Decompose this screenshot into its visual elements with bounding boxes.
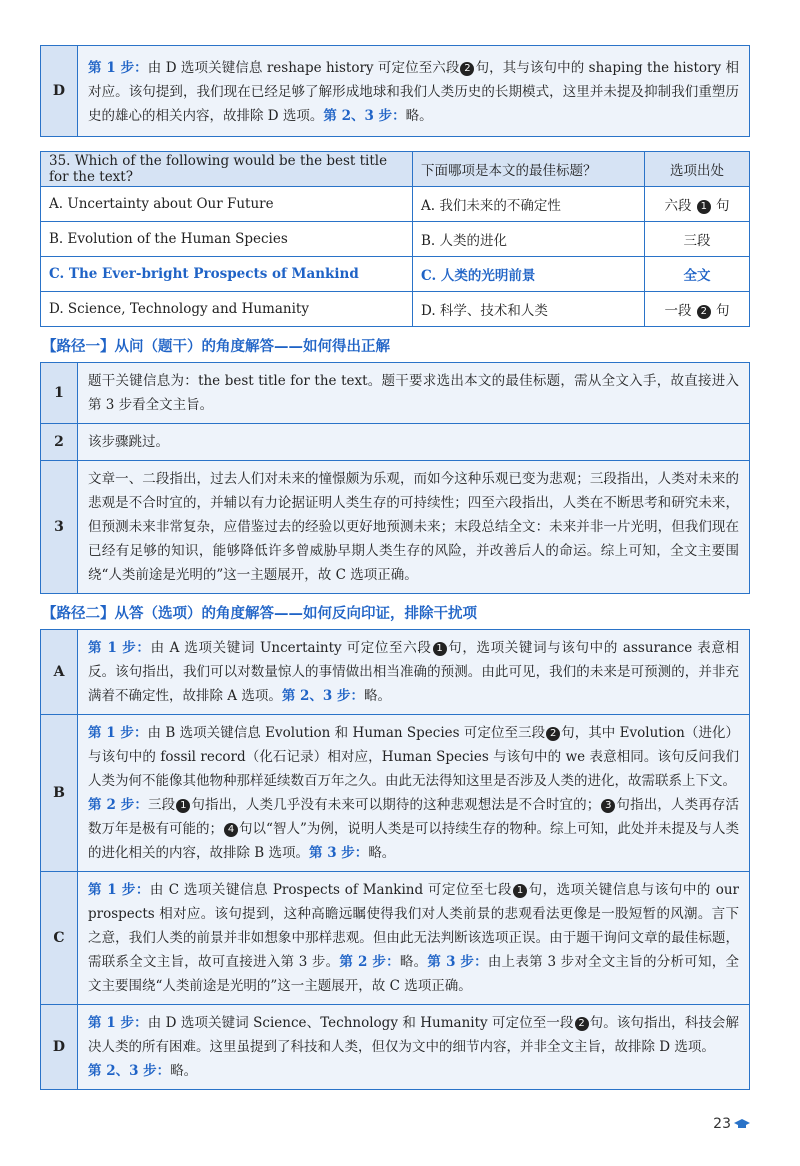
analysis-text: 第 1 步：由 C 选项关键信息 Prospects of Mankind 可定位至七段 1 句，选项关键信息与该句中的 our prospects 相对应。该句提到，这种高瞻远瞩使得我们对人类前景的悲观看法更像是一股短暂的风潮。言下之意，我们人类的前景并非如想象中那样悲观。但由此无法判断该选项正误。由于题干询问文章的最佳标题，需联系全文主旨，故可直接进入第 3 步。第 2 步：略。第 3 步：由上表第 3 步对全文主旨的分析可知，全文主要围绕“人类前途是光明的”这一主题展开，故 C 选项正确。: [78, 872, 750, 1005]
sentence-number: 2: [460, 62, 474, 76]
option-en: C. The Ever-bright Prospects of Mankind: [41, 257, 413, 292]
sentence-number: 2: [546, 727, 560, 741]
option-label: A: [41, 630, 78, 715]
step-text: 题干关键信息为：the best title for the text。题干要求选出本文的最佳标题，需从全文入手，故直接进入第 3 步看全文主旨。: [78, 363, 750, 424]
option-source: 全文: [645, 257, 750, 292]
option-en: D. Science, Technology and Humanity: [41, 292, 413, 327]
analysis-text: [78, 46, 750, 137]
graduation-cap-icon: [734, 1119, 750, 1129]
header-cell: 35. Which of the following would be the best title for the text?: [41, 152, 413, 187]
option-label: D: [41, 46, 78, 137]
header-cell: 选项出处: [645, 152, 750, 187]
sentence-number: 3: [601, 799, 615, 813]
step-text: 该步骤跳过。: [78, 424, 750, 461]
step-number: 2: [41, 424, 78, 461]
option-cn: C. 人类的光明前景: [413, 257, 645, 292]
route-one-title: 【路径一】从问（题干）的角度解答——如何得出正解: [42, 339, 390, 355]
option-cn: A. 我们未来的不确定性: [413, 187, 645, 222]
option-source: 三段: [645, 222, 750, 257]
table-row: [41, 292, 750, 327]
sentence-number: 2: [697, 305, 711, 319]
option-b-row: [41, 715, 750, 872]
option-a-row: [41, 630, 750, 715]
table-header: [41, 152, 750, 187]
route-two-box: [40, 629, 750, 1090]
option-en: B. Evolution of the Human Species: [41, 222, 413, 257]
table-row-correct: [41, 257, 750, 292]
option-en: A. Uncertainty about Our Future: [41, 187, 413, 222]
step-label: 第 1 步：: [88, 60, 148, 76]
option-label: D: [41, 1005, 78, 1090]
route-one-box: [40, 362, 750, 594]
analysis-text: 第 1 步：由 B 选项关键信息 Evolution 和 Human Species 可定位至三段 2 句，其中 Evolution（进化）与该句中的 fossil record（化石记录）相对应，Human Species 与该句中的 we 表意相同。该句反问我们人类为何不能像其他物种那样延续数百万年之久。由此无法得知这里是否涉及人类的进化，故需联系上下文。 第 2 步：三段 1 句指出，人类几乎没有未来可以期待的这种悲观想法是不合时宜的； 3 句指出，人类再存活数万年是极有可能的； 4 句以“智人”为例，说明人类是可以持续生存的物种。综上可知，此处并未提及与人类的进化相关的内容，故排除 B 选项。第 3 步：略。: [78, 715, 750, 872]
option-cn: B. 人类的进化: [413, 222, 645, 257]
analysis-text: 第 1 步：由 D 选项关键词 Science、Technology 和 Humanity 可定位至一段 2 句。该句指出，科技会解决人类的所有困难。这里虽提到了科技和人类，但仅为文中的细节内容，并非全文主旨，故排除 D 选项。 第 2、3 步：略。: [78, 1005, 750, 1090]
step-label: 第 2、3 步：: [323, 108, 406, 124]
sentence-number: 1: [513, 884, 527, 898]
sentence-number: 1: [433, 642, 447, 656]
option-source: 六段 1 句: [645, 187, 750, 222]
step-number: 3: [41, 461, 78, 594]
table-row: [41, 222, 750, 257]
option-c-row: [41, 872, 750, 1005]
prev-option-d-box: [40, 45, 750, 137]
analysis-text: 第 1 步：由 A 选项关键词 Uncertainty 可定位至六段 1 句，选项关键词与该句中的 assurance 表意相反。该句指出，我们可以对数量惊人的事情做出相当准确的预测。由此可见，我们的未来是可预测的，并非充满着不确定性，故排除 A 选项。第 2、3 步：略。: [78, 630, 750, 715]
text: 略。: [405, 108, 433, 124]
header-cell: 下面哪项是本文的最佳标题？: [413, 152, 645, 187]
page-number: [713, 1116, 750, 1132]
page: [40, 45, 750, 1090]
sentence-number: 4: [224, 823, 238, 837]
step-number: 1: [41, 363, 78, 424]
page-number-text: 23: [713, 1116, 731, 1132]
step-text: 文章一、二段指出，过去人们对未来的憧憬颇为乐观，而如今这种乐观已变为悲观；三段指出，人类对未来的悲观是不合时宜的，并辅以有力论据证明人类生存的可持续性；四至六段指出，人类在不断思考和研究未来，但预测未来非常复杂，应借鉴过去的经验以更好地预测未来；末段总结全文：未来并非一片光明，但我们现在已经有足够的知识，能够降低许多曾威胁早期人类生存的风险，并改善后人的命运。综上可知，全文主要围绕“人类前途是光明的”这一主题展开，故 C 选项正确。: [78, 461, 750, 594]
option-label: B: [41, 715, 78, 872]
option-d-row: [41, 1005, 750, 1090]
option-label: C: [41, 872, 78, 1005]
sentence-number: 1: [176, 799, 190, 813]
sentence-number: 1: [697, 200, 711, 214]
sentence-number: 2: [575, 1017, 589, 1031]
option-source: 一段 2 句: [645, 292, 750, 327]
option-cn: D. 科学、技术和人类: [413, 292, 645, 327]
table-row: [41, 187, 750, 222]
question-table: [40, 151, 750, 327]
text: 由 D 选项关键信息 reshape history 可定位至六段: [147, 60, 460, 76]
text: 句，其与该句中的 shaping the history 相对应。该句提到，我们现在已经足够了解形成地球和我们人类历史的长期模式，这里并未提及抑制我们重塑历史的雄心的相关内容，故排除 D 选项。: [88, 60, 739, 124]
route-two-title: 【路径二】从答（选项）的角度解答——如何反向印证，排除干扰项: [42, 606, 477, 622]
